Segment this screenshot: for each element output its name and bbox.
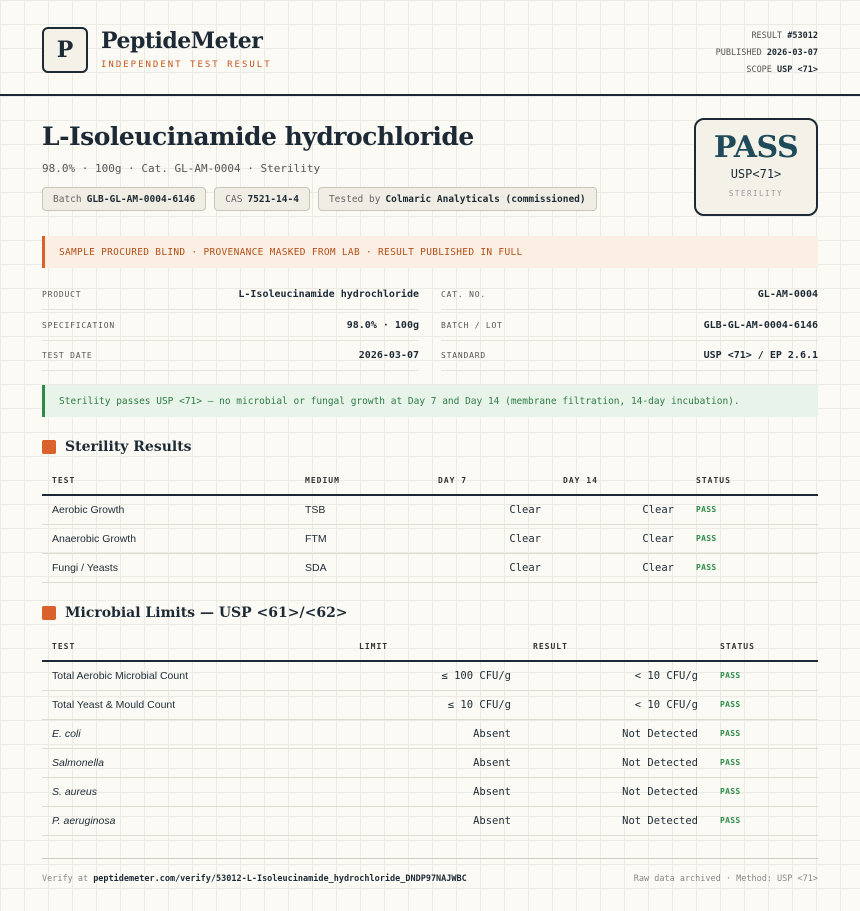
cell-status: PASS (686, 495, 818, 524)
table-row (42, 553, 818, 582)
table-row (42, 690, 818, 719)
result-id-label: RESULT (751, 31, 783, 41)
detail-batch-lot (441, 311, 818, 341)
cell-test: Aerobic Growth (42, 495, 295, 524)
table-row (42, 777, 818, 806)
cell-test: Fungi / Yeasts (42, 553, 295, 582)
detail-value: 98.0% · 100g (346, 320, 419, 331)
result-id-value: #53012 (787, 31, 818, 41)
detail-value: GL-AM-0004 (757, 289, 818, 300)
published-line (716, 45, 818, 62)
published-value: 2026-03-07 (766, 48, 818, 58)
tested-by-chip-label: Tested by (328, 193, 381, 205)
cell-day14: Clear (553, 553, 686, 582)
sterility-table (42, 467, 818, 583)
detail-label: TEST DATE (42, 351, 93, 360)
verdict-standard: USP<71> (730, 167, 782, 181)
cell-test: Total Yeast & Mould Count (42, 690, 349, 719)
batch-chip-label: Batch (53, 193, 82, 205)
section-square-icon (42, 440, 56, 454)
sterility-summary: Sterility passes USP <71> — no microbial or fungal growth at Day 7 and Day 14 (membrane filtration, 14-day incubation). (42, 385, 818, 417)
table-row (42, 748, 818, 777)
verify-link[interactable]: peptidemeter.com/verify/53012-L-Isoleucinamide_hydrochloride_DNDP97NAJWBC (93, 874, 467, 884)
cell-test: P. aeruginosa (42, 806, 349, 835)
column-header: LIMIT (349, 633, 523, 661)
section-square-icon (42, 606, 56, 620)
cell-result: < 10 CFU/g (523, 690, 710, 719)
procurement-notice: SAMPLE PROCURED BLIND · PROVENANCE MASKED FROM LAB · RESULT PUBLISHED IN FULL (42, 236, 818, 268)
detail-label: PRODUCT (42, 290, 82, 299)
cell-result: Not Detected (523, 748, 710, 777)
microbial-table (42, 633, 818, 836)
cell-status: PASS (710, 690, 818, 719)
detail-standard (441, 341, 818, 371)
column-header: TEST (42, 633, 349, 661)
verify-prefix: Verify at (42, 874, 89, 884)
product-chips (42, 187, 597, 211)
detail-value: L-Isoleucinamide hydrochloride (238, 289, 419, 300)
detail-value: USP <71> / EP 2.6.1 (703, 350, 818, 361)
report-header (0, 0, 860, 96)
cell-test: Salmonella (42, 748, 349, 777)
cell-limit: ≤ 100 CFU/g (349, 661, 523, 690)
brand-name: PeptideMeter (101, 28, 263, 54)
cell-result: < 10 CFU/g (523, 661, 710, 690)
table-row (42, 495, 818, 524)
section-title-text: Sterility Results (65, 439, 192, 455)
cell-day7: Clear (428, 495, 553, 524)
logo-icon: P (42, 27, 88, 73)
cell-status: PASS (686, 524, 818, 553)
result-meta (716, 28, 818, 79)
cell-test: Total Aerobic Microbial Count (42, 661, 349, 690)
cell-test: S. aureus (42, 777, 349, 806)
batch-chip (42, 187, 206, 211)
column-header: TEST (42, 467, 295, 495)
cell-medium: TSB (295, 495, 428, 524)
detail-cat-no (441, 280, 818, 310)
cell-result: Not Detected (523, 777, 710, 806)
detail-value: 2026-03-07 (358, 350, 419, 361)
result-id-line (716, 28, 818, 45)
cell-result: Not Detected (523, 719, 710, 748)
scope-label: SCOPE (746, 65, 772, 75)
detail-value: GLB-GL-AM-0004-6146 (703, 320, 818, 331)
cas-chip-value: 7521-14-4 (247, 193, 299, 205)
detail-product (42, 280, 419, 310)
table-row (42, 719, 818, 748)
cell-status: PASS (710, 661, 818, 690)
cell-status: PASS (710, 748, 818, 777)
cell-limit: ≤ 10 CFU/g (349, 690, 523, 719)
cell-limit: Absent (349, 777, 523, 806)
footer-method: Raw data archived · Method: USP <71> (633, 874, 818, 884)
cell-result: Not Detected (523, 806, 710, 835)
cell-limit: Absent (349, 719, 523, 748)
column-header: RESULT (523, 633, 710, 661)
detail-label: SPECIFICATION (42, 321, 116, 330)
scope-value: USP <71> (777, 65, 818, 75)
footer-divider (42, 858, 818, 859)
section-title-text: Microbial Limits — USP <61>/<62> (65, 605, 348, 621)
column-header: DAY 7 (428, 467, 553, 495)
detail-label: CAT. NO. (441, 290, 486, 299)
verdict-badge (694, 118, 818, 216)
cell-medium: SDA (295, 553, 428, 582)
cell-status: PASS (710, 777, 818, 806)
cell-limit: Absent (349, 806, 523, 835)
table-row (42, 524, 818, 553)
verdict-result: PASS (713, 130, 799, 165)
cell-day7: Clear (428, 524, 553, 553)
cell-day14: Clear (553, 495, 686, 524)
product-title: L-Isoleucinamide hydrochloride (42, 122, 474, 151)
cas-chip-label: CAS (225, 193, 243, 205)
scope-line (716, 62, 818, 79)
verify-text (42, 874, 467, 884)
column-header: STATUS (686, 467, 818, 495)
table-header-row (42, 633, 818, 661)
tested-by-chip-value: Colmaric Analyticals (commissioned) (385, 193, 586, 205)
verdict-kind: STERILITY (728, 189, 784, 198)
column-header: STATUS (710, 633, 818, 661)
published-label: PUBLISHED (715, 48, 762, 58)
table-row (42, 661, 818, 690)
cell-limit: Absent (349, 748, 523, 777)
cell-test: Anaerobic Growth (42, 524, 295, 553)
batch-chip-value: GLB-GL-AM-0004-6146 (86, 193, 196, 205)
microbial-section-title (42, 605, 348, 621)
cas-chip (214, 187, 310, 211)
cell-status: PASS (710, 719, 818, 748)
cell-status: PASS (686, 553, 818, 582)
sterility-section-title (42, 439, 192, 455)
brand-tagline: INDEPENDENT TEST RESULT (101, 60, 272, 70)
detail-label: STANDARD (441, 351, 486, 360)
detail-label: BATCH / LOT (441, 321, 503, 330)
table-header-row (42, 467, 818, 495)
tested-by-chip (318, 187, 597, 211)
cell-day7: Clear (428, 553, 553, 582)
table-row (42, 806, 818, 835)
cell-status: PASS (710, 806, 818, 835)
column-header: DAY 14 (553, 467, 686, 495)
detail-test-date (42, 341, 419, 371)
cell-day14: Clear (553, 524, 686, 553)
cell-test: E. coli (42, 719, 349, 748)
product-subtitle: 98.0% · 100g · Cat. GL-AM-0004 · Sterility (42, 162, 321, 175)
column-header: MEDIUM (295, 467, 428, 495)
detail-specification (42, 311, 419, 341)
cell-medium: FTM (295, 524, 428, 553)
